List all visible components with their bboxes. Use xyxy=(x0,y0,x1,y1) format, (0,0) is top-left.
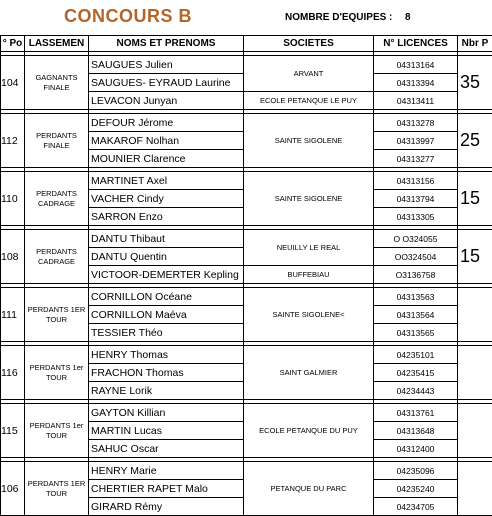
player-name: RAYNE Lorik xyxy=(89,382,244,400)
licence-number: O3136758 xyxy=(374,266,458,284)
player-name: SAHUC Oscar xyxy=(89,440,244,458)
licence-number: 04313305 xyxy=(374,208,458,226)
contest-title: CONCOURS B xyxy=(64,6,192,27)
club-name: NEUILLY LE REAL xyxy=(244,230,374,266)
player-name: TESSIER Théo xyxy=(89,324,244,342)
table-row xyxy=(1,114,492,132)
table-row xyxy=(1,462,492,480)
team-points xyxy=(458,462,492,516)
licence-number: 04313278 xyxy=(374,114,458,132)
team-position: 104 xyxy=(1,56,25,110)
player-name: MARTINET Axel xyxy=(89,172,244,190)
club-name: ECOLE PETANQUE LE PUY xyxy=(244,92,374,110)
team-points xyxy=(458,288,492,342)
player-name: HENRY Marie xyxy=(89,462,244,480)
licence-number: 04313648 xyxy=(374,422,458,440)
player-name: CORNILLON Maéva xyxy=(89,306,244,324)
player-name: DANTU Quentin xyxy=(89,248,244,266)
team-points: 15 xyxy=(458,230,492,284)
table-row xyxy=(1,172,492,190)
team-position: 111 xyxy=(1,288,25,342)
licence-number: 04235101 xyxy=(374,346,458,364)
licence-number: 04313164 xyxy=(374,56,458,74)
licence-number: O O324055 xyxy=(374,230,458,248)
player-name: MAKAROF Nolhan xyxy=(89,132,244,150)
team-classification: GAGNANTS FINALE xyxy=(25,56,89,110)
player-name: SARRON Enzo xyxy=(89,208,244,226)
col-header-licences: N° LICENCES xyxy=(374,36,458,52)
licence-number: 04312400 xyxy=(374,440,458,458)
team-points xyxy=(458,404,492,458)
team-classification: PERDANTS CADRAGE xyxy=(25,172,89,226)
player-name: LEVACON Junyan xyxy=(89,92,244,110)
table-row xyxy=(1,288,492,306)
player-name: SAUGUES Julien xyxy=(89,56,244,74)
results-body xyxy=(1,52,492,516)
team-classification: PERDANTS 1er TOUR xyxy=(25,404,89,458)
team-classification: PERDANTS CADRAGE xyxy=(25,230,89,284)
licence-number: 04313277 xyxy=(374,150,458,168)
player-name: VACHER Cindy xyxy=(89,190,244,208)
team-position: 115 xyxy=(1,404,25,458)
col-header-clubs: SOCIETES xyxy=(244,36,374,52)
table-row xyxy=(1,56,492,74)
team-classification: PERDANTS FINALE xyxy=(25,114,89,168)
club-name: PETANQUE DU PARC xyxy=(244,462,374,516)
licence-number: 04313563 xyxy=(374,288,458,306)
table-row xyxy=(1,346,492,364)
col-header-names: NOMS ET PRENOMS xyxy=(89,36,244,52)
team-points: 35 xyxy=(458,56,492,110)
player-name: GIRARD Rémy xyxy=(89,498,244,516)
player-name: FRACHON Thomas xyxy=(89,364,244,382)
licence-number: 04313156 xyxy=(374,172,458,190)
team-classification: PERDANTS 1er TOUR xyxy=(25,346,89,400)
table-row xyxy=(1,230,492,248)
licence-number: 04313411 xyxy=(374,92,458,110)
team-classification: PERDANTS 1ER TOUR xyxy=(25,288,89,342)
player-name: SAUGUES- EYRAUD Laurine xyxy=(89,74,244,92)
licence-number: 04313565 xyxy=(374,324,458,342)
team-position: 112 xyxy=(1,114,25,168)
team-position: 106 xyxy=(1,462,25,516)
team-position: 108 xyxy=(1,230,25,284)
licence-number: OO324504 xyxy=(374,248,458,266)
player-name: VICTOOR-DEMERTER Kepling xyxy=(89,266,244,284)
teams-count-label: NOMBRE D'EQUIPES : xyxy=(285,12,392,23)
licence-number: 04313564 xyxy=(374,306,458,324)
licence-number: 04235240 xyxy=(374,480,458,498)
club-name: SAINTE SIGOLENE xyxy=(244,172,374,226)
team-points: 25 xyxy=(458,114,492,168)
team-position: 110 xyxy=(1,172,25,226)
club-name: ECOLE PETANQUE DU PUY xyxy=(244,404,374,458)
col-header-class: LASSEMEN xyxy=(25,36,89,52)
team-position: 116 xyxy=(1,346,25,400)
club-name: SAINT GALMIER xyxy=(244,346,374,400)
licence-number: 04234443 xyxy=(374,382,458,400)
licence-number: 04313394 xyxy=(374,74,458,92)
licence-number: 04235096 xyxy=(374,462,458,480)
licence-number: 04313997 xyxy=(374,132,458,150)
player-name: MARTIN Lucas xyxy=(89,422,244,440)
teams-count-value: 8 xyxy=(405,12,411,23)
club-name: BUFFEBIAU xyxy=(244,266,374,284)
col-header-nbr: Nbr P xyxy=(458,36,492,52)
licence-number: 04313794 xyxy=(374,190,458,208)
team-points xyxy=(458,346,492,400)
licence-number: 04235415 xyxy=(374,364,458,382)
results-table xyxy=(0,35,492,516)
player-name: GAYTON Killian xyxy=(89,404,244,422)
licence-number: 04313761 xyxy=(374,404,458,422)
table-row xyxy=(1,404,492,422)
player-name: DEFOUR Jérome xyxy=(89,114,244,132)
col-header-pos: ° Po xyxy=(1,36,25,52)
player-name: CORNILLON Océane xyxy=(89,288,244,306)
player-name: DANTU Thibaut xyxy=(89,230,244,248)
club-name: SAINTE SIGOLENE< xyxy=(244,288,374,342)
licence-number: 04234705 xyxy=(374,498,458,516)
team-points: 15 xyxy=(458,172,492,226)
player-name: MOUNIER Clarence xyxy=(89,150,244,168)
club-name: ARVANT xyxy=(244,56,374,92)
team-classification: PERDANTS 1ER TOUR xyxy=(25,462,89,516)
player-name: CHERTIER RAPET Malo xyxy=(89,480,244,498)
player-name: HENRY Thomas xyxy=(89,346,244,364)
club-name: SAINTE SIGOLENE xyxy=(244,114,374,168)
header-row xyxy=(1,36,492,52)
